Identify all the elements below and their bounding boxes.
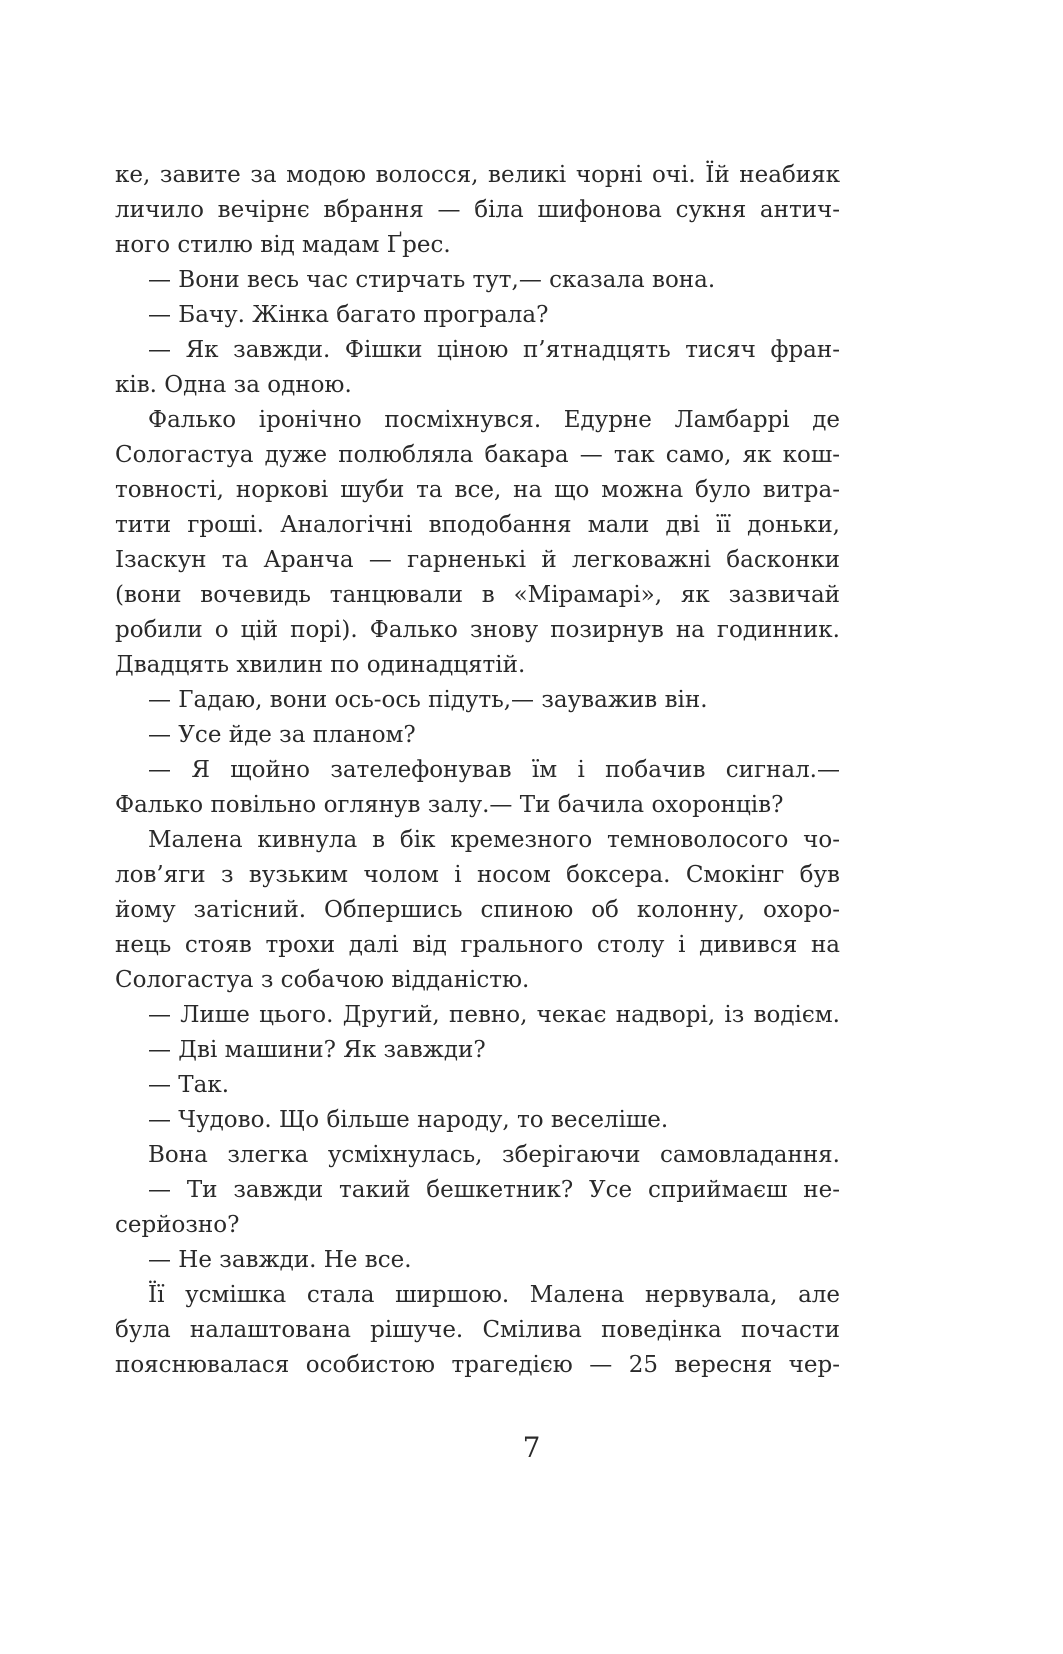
text-line: — Не завжди. Не все. (148, 1247, 412, 1273)
text-line: йому затісний. Обпершись спиною об колонну, охоро- (115, 897, 840, 923)
page-number: 7 (522, 1431, 541, 1464)
text-line: — Гадаю, вони ось-ось підуть,— зауважив він. (148, 687, 708, 713)
text-line: — Чудово. Що більше народу, то веселіше. (148, 1107, 669, 1133)
text-line: — Лише цього. Другий, певно, чекає надворі, із водієм. (148, 1002, 840, 1028)
text-line: Двадцять хвилин по одинадцятій. (115, 652, 526, 678)
text-line: Ізаскун та Аранча — гарненькі й легковажні басконки (115, 547, 840, 573)
text-line: — Бачу. Жінка багато програла? (148, 302, 549, 328)
text-line: Сологастуа з собачою відданістю. (115, 967, 530, 993)
text-line: робили о цій порі). Фалько знову позирнув на годинник. (115, 617, 840, 643)
text-line: — Я щойно зателефонував їм і побачив сигнал.— (148, 757, 840, 783)
text-line: — Як завжди. Фішки ціною п’ятнадцять тисяч фран- (148, 337, 840, 363)
text-line: ків. Одна за одною. (115, 372, 352, 398)
text-line: ке, завите за модою волосся, великі чорні очі. Їй неабияк (115, 162, 840, 188)
text-line: Фалько повільно оглянув залу.— Ти бачила охоронців? (115, 792, 784, 818)
text-line: — Усе йде за планом? (148, 722, 416, 748)
text-line: — Дві машини? Як завжди? (148, 1037, 486, 1063)
text-line: Фалько іронічно посміхнувся. Едурне Ламбаррі де (148, 407, 840, 433)
text-line: — Вони весь час стирчать тут,— сказала вона. (148, 267, 716, 293)
text-line: Вона злегка усміхнулась, зберігаючи самовладання. (148, 1142, 840, 1168)
text-line: товності, норкові шуби та все, на що можна було витра- (115, 477, 840, 503)
text-line: ного стилю від мадам Ґрес. (115, 232, 451, 258)
text-line: (вони вочевидь танцювали в «Мірамарі», як зазвичай (115, 582, 840, 608)
text-line: пояснювалася особистою трагедією — 25 вересня чер- (115, 1352, 840, 1378)
text-line: тити гроші. Аналогічні вподобання мали дві її доньки, (115, 512, 840, 538)
text-line: Малена кивнула в бік кремезного темноволосого чо- (148, 827, 840, 853)
body-text (115, 158, 840, 1383)
text-line: — Ти завжди такий бешкетник? Усе сприймаєш не- (148, 1177, 840, 1203)
text-line: — Так. (148, 1072, 230, 1098)
text-line: була налаштована рішуче. Смілива поведінка почасти (115, 1317, 840, 1343)
text-line: личило вечірнє вбрання — біла шифонова сукня антич- (115, 197, 840, 223)
text-line: Сологастуа дуже полюбляла бакара — так само, як кош- (115, 442, 840, 468)
text-line: серйозно? (115, 1212, 240, 1238)
text-line: лов’яги з вузьким чолом і носом боксера. Смокінг був (115, 862, 840, 888)
text-line: нець стояв трохи далі від грального столу і дивився на (115, 932, 840, 958)
text-line: Її усмішка стала ширшою. Малена нервувала, але (148, 1282, 840, 1308)
